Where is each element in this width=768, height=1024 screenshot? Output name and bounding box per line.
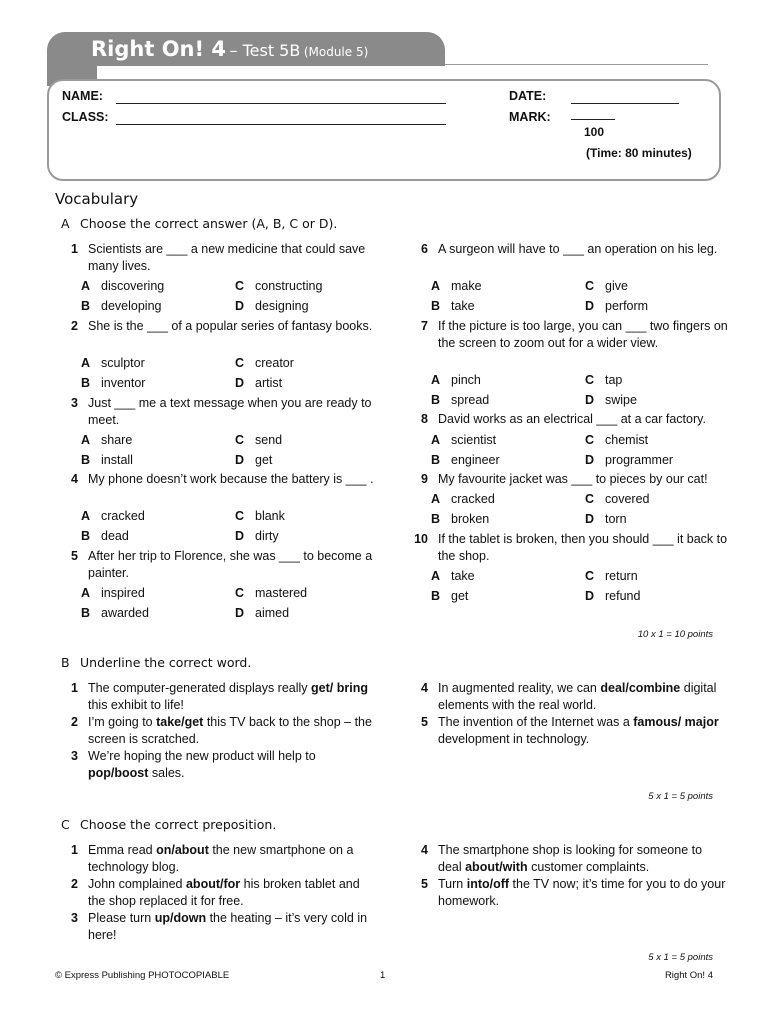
question-text-after: sales. bbox=[148, 766, 185, 780]
question-text bbox=[88, 910, 378, 944]
option-text: mastered bbox=[255, 586, 308, 600]
question-a-7 bbox=[412, 318, 732, 352]
answer-choices[interactable]: get/ bring bbox=[311, 681, 368, 695]
option-letter: A bbox=[431, 433, 441, 447]
question-text bbox=[88, 748, 378, 782]
question-number: 10 bbox=[414, 532, 428, 546]
option-text: make bbox=[451, 279, 482, 293]
section-b-instruction bbox=[61, 655, 251, 670]
question-number: 2 bbox=[71, 877, 78, 891]
footer-book-title: Right On! 4 bbox=[664, 970, 713, 981]
option-text: aimed bbox=[255, 606, 290, 620]
question-text bbox=[438, 714, 728, 748]
time-limit: (Time: 80 minutes) bbox=[586, 146, 692, 160]
option-letter: A bbox=[81, 433, 91, 447]
option-letter: D bbox=[235, 376, 245, 390]
section-c-points: 5 x 1 = 5 points bbox=[648, 952, 713, 963]
option-d[interactable] bbox=[235, 452, 272, 469]
answer-choices[interactable]: pop/boost bbox=[88, 766, 149, 780]
option-letter: D bbox=[235, 529, 245, 543]
option-b[interactable] bbox=[81, 298, 161, 315]
question-text: David works as an electrical ___ at a car factory. bbox=[438, 412, 706, 426]
option-d[interactable] bbox=[235, 298, 309, 315]
option-text: cracked bbox=[101, 509, 145, 523]
option-a[interactable] bbox=[81, 508, 145, 525]
option-b[interactable] bbox=[81, 605, 149, 622]
question-text-after: the heating – it’s very cold in here! bbox=[88, 911, 368, 942]
question-text-before: Emma read bbox=[88, 843, 157, 857]
option-letter: C bbox=[585, 433, 595, 447]
question-text-before: The computer-generated displays really bbox=[88, 681, 312, 695]
option-letter: B bbox=[431, 393, 441, 407]
question-b-1 bbox=[62, 680, 382, 714]
option-letter: A bbox=[431, 492, 441, 506]
option-text: refund bbox=[605, 589, 641, 603]
option-text: artist bbox=[255, 376, 283, 390]
mark-field[interactable] bbox=[571, 119, 615, 120]
option-a[interactable] bbox=[81, 585, 145, 602]
option-letter: A bbox=[431, 279, 441, 293]
question-a-4 bbox=[62, 471, 382, 505]
option-b[interactable] bbox=[81, 375, 145, 392]
question-text-after: this TV back to the shop – the screen is scratched. bbox=[88, 715, 372, 746]
question-text-before: Please turn bbox=[88, 911, 155, 925]
question-number: 3 bbox=[71, 911, 78, 925]
option-text: awarded bbox=[101, 606, 149, 620]
option-letter: C bbox=[235, 356, 245, 370]
question-c-3 bbox=[62, 910, 382, 944]
option-text: scientist bbox=[451, 433, 497, 447]
question-a-3 bbox=[62, 395, 382, 429]
option-a[interactable] bbox=[81, 355, 145, 372]
option-text: dirty bbox=[255, 529, 279, 543]
section-a-points: 10 x 1 = 10 points bbox=[637, 629, 713, 640]
question-b-2 bbox=[62, 714, 382, 748]
answer-choices[interactable]: on/about bbox=[156, 843, 209, 857]
option-text: get bbox=[255, 453, 273, 467]
option-text: programmer bbox=[605, 453, 674, 467]
footer-copyright: © Express Publishing PHOTOCOPIABLE bbox=[55, 970, 230, 981]
option-letter: B bbox=[431, 299, 441, 313]
option-letter: D bbox=[585, 453, 595, 467]
option-letter: B bbox=[81, 299, 91, 313]
section-b-letter: B bbox=[61, 655, 70, 670]
option-text: torn bbox=[605, 512, 627, 526]
option-text: perform bbox=[605, 299, 649, 313]
name-field[interactable] bbox=[116, 103, 446, 104]
option-letter: C bbox=[585, 279, 595, 293]
question-b-3 bbox=[62, 748, 382, 782]
option-d[interactable] bbox=[235, 605, 289, 622]
section-b-instruction-text: Underline the correct word. bbox=[80, 655, 252, 670]
option-c[interactable] bbox=[585, 372, 622, 389]
question-c-5 bbox=[412, 876, 732, 910]
option-text: inspired bbox=[101, 586, 145, 600]
question-text: Just ___ me a text message when you are ready to meet. bbox=[88, 396, 372, 427]
option-text: covered bbox=[605, 492, 650, 506]
option-letter: D bbox=[235, 453, 245, 467]
question-a-6 bbox=[412, 241, 732, 275]
question-number: 8 bbox=[421, 412, 428, 426]
question-text bbox=[88, 876, 378, 910]
title-rule bbox=[445, 64, 708, 65]
option-a[interactable] bbox=[431, 278, 482, 295]
option-text: dead bbox=[101, 529, 129, 543]
question-c-4 bbox=[412, 842, 732, 876]
question-text-before: John complained bbox=[88, 877, 186, 891]
option-d[interactable] bbox=[235, 375, 282, 392]
question-a-2 bbox=[62, 318, 382, 352]
question-a-5 bbox=[62, 548, 382, 582]
option-text: take bbox=[451, 569, 475, 583]
option-text: creator bbox=[255, 356, 294, 370]
option-text: tap bbox=[605, 373, 623, 387]
option-b[interactable] bbox=[81, 528, 129, 545]
option-letter: D bbox=[235, 606, 245, 620]
option-a[interactable] bbox=[431, 491, 495, 508]
option-letter: A bbox=[81, 356, 91, 370]
option-letter: A bbox=[431, 569, 441, 583]
section-title-vocabulary: Vocabulary bbox=[55, 190, 139, 208]
mark-label: MARK: bbox=[509, 110, 551, 124]
question-text: A surgeon will have to ___ an operation on his leg. bbox=[438, 242, 718, 256]
option-letter: D bbox=[585, 299, 595, 313]
question-number: 2 bbox=[71, 319, 78, 333]
mark-total: 100 bbox=[584, 125, 605, 139]
option-letter: A bbox=[431, 373, 441, 387]
question-a-10 bbox=[412, 531, 732, 565]
option-d[interactable] bbox=[585, 392, 637, 409]
question-c-2 bbox=[62, 876, 382, 910]
option-letter: C bbox=[235, 509, 245, 523]
question-text: She is the ___ of a popular series of fantasy books. bbox=[88, 319, 373, 333]
option-letter: C bbox=[235, 279, 245, 293]
option-letter: A bbox=[81, 279, 91, 293]
option-text: spread bbox=[451, 393, 490, 407]
question-number: 4 bbox=[421, 843, 428, 857]
option-text: get bbox=[451, 589, 469, 603]
test-title: – Test 5B bbox=[229, 41, 301, 60]
option-letter: D bbox=[235, 299, 245, 313]
module-label: (Module 5) bbox=[303, 45, 369, 59]
option-a[interactable] bbox=[431, 568, 475, 585]
option-text: blank bbox=[255, 509, 285, 523]
class-label: CLASS: bbox=[62, 110, 109, 124]
option-text: cracked bbox=[451, 492, 495, 506]
question-number: 4 bbox=[421, 681, 428, 695]
option-text: discovering bbox=[101, 279, 165, 293]
option-letter: D bbox=[585, 393, 595, 407]
question-number: 1 bbox=[71, 242, 78, 256]
question-text bbox=[88, 714, 378, 748]
option-letter: D bbox=[585, 589, 595, 603]
option-b[interactable] bbox=[431, 588, 468, 605]
question-text bbox=[88, 842, 378, 876]
question-number: 5 bbox=[71, 549, 78, 563]
option-text: give bbox=[605, 279, 628, 293]
question-text bbox=[438, 876, 728, 910]
option-text: developing bbox=[101, 299, 162, 313]
option-text: return bbox=[605, 569, 638, 583]
question-text: After her trip to Florence, she was ___ to become a painter. bbox=[88, 549, 373, 580]
option-c[interactable] bbox=[235, 278, 322, 295]
option-c[interactable] bbox=[235, 432, 282, 449]
option-d[interactable] bbox=[585, 511, 627, 528]
question-number: 3 bbox=[71, 749, 78, 763]
option-b[interactable] bbox=[431, 452, 500, 469]
answer-choices[interactable]: about/with bbox=[465, 860, 528, 874]
question-text: My phone doesn’t work because the battery is ___ . bbox=[88, 472, 374, 486]
question-text: If the tablet is broken, then you should ___ it back to the shop. bbox=[438, 532, 728, 563]
question-b-4 bbox=[412, 680, 732, 714]
question-number: 3 bbox=[71, 396, 78, 410]
section-a-letter: A bbox=[61, 216, 70, 231]
option-text: designing bbox=[255, 299, 309, 313]
question-text-before: Turn bbox=[438, 877, 467, 891]
class-field[interactable] bbox=[116, 124, 446, 125]
question-text bbox=[438, 680, 728, 714]
option-c[interactable] bbox=[235, 508, 285, 525]
answer-choices[interactable]: famous/ major bbox=[633, 715, 719, 729]
section-a-instruction bbox=[61, 216, 337, 231]
option-text: swipe bbox=[605, 393, 637, 407]
option-letter: B bbox=[81, 529, 91, 543]
answer-choices[interactable]: take/get bbox=[156, 715, 204, 729]
option-letter: C bbox=[585, 373, 595, 387]
option-text: pinch bbox=[451, 373, 481, 387]
question-a-1 bbox=[62, 241, 382, 275]
question-text-before: We’re hoping the new product will help to bbox=[88, 749, 316, 763]
option-letter: B bbox=[81, 606, 91, 620]
section-a-instruction-text: Choose the correct answer (A, B, C or D). bbox=[80, 216, 338, 231]
option-text: inventor bbox=[101, 376, 146, 390]
option-text: engineer bbox=[451, 453, 500, 467]
option-a[interactable] bbox=[81, 278, 164, 295]
option-c[interactable] bbox=[585, 432, 648, 449]
question-number: 5 bbox=[421, 715, 428, 729]
option-a[interactable] bbox=[81, 432, 132, 449]
section-c-letter: C bbox=[61, 817, 70, 832]
option-letter: B bbox=[81, 376, 91, 390]
option-letter: B bbox=[431, 589, 441, 603]
option-letter: B bbox=[431, 453, 441, 467]
answer-choices[interactable]: into/off bbox=[466, 877, 510, 891]
section-b-points: 5 x 1 = 5 points bbox=[648, 791, 713, 802]
footer-page-number: 1 bbox=[380, 970, 386, 981]
question-number: 7 bbox=[421, 319, 428, 333]
option-text: take bbox=[451, 299, 475, 313]
section-c-instruction bbox=[61, 817, 276, 832]
question-text-after: digital elements with the real world. bbox=[438, 681, 717, 712]
option-b[interactable] bbox=[431, 298, 475, 315]
option-c[interactable] bbox=[585, 568, 638, 585]
option-text: sculptor bbox=[101, 356, 145, 370]
option-d[interactable] bbox=[235, 528, 279, 545]
option-letter: C bbox=[235, 586, 245, 600]
question-number: 2 bbox=[71, 715, 78, 729]
date-label: DATE: bbox=[509, 89, 547, 103]
option-letter: C bbox=[585, 569, 595, 583]
question-text-after: this exhibit to life! bbox=[88, 698, 184, 712]
option-text: constructing bbox=[255, 279, 323, 293]
option-d[interactable] bbox=[585, 588, 640, 605]
option-letter: C bbox=[235, 433, 245, 447]
question-text: My favourite jacket was ___ to pieces by our cat! bbox=[438, 472, 708, 486]
option-a[interactable] bbox=[431, 432, 496, 449]
question-text-before: The invention of the Internet was a bbox=[438, 715, 634, 729]
question-number: 4 bbox=[71, 472, 78, 486]
option-b[interactable] bbox=[431, 511, 489, 528]
option-letter: D bbox=[585, 512, 595, 526]
option-c[interactable] bbox=[235, 585, 307, 602]
question-text: If the picture is too large, you can ___ two fingers on the screen to zoom out for a wider view. bbox=[438, 319, 728, 350]
option-letter: B bbox=[431, 512, 441, 526]
question-text-after: customer complaints. bbox=[527, 860, 650, 874]
question-text-before: In augmented reality, we can bbox=[438, 681, 601, 695]
option-d[interactable] bbox=[585, 298, 648, 315]
option-text: share bbox=[101, 433, 133, 447]
question-text: Scientists are ___ a new medicine that could save many lives. bbox=[88, 242, 366, 273]
option-letter: C bbox=[585, 492, 595, 506]
question-b-5 bbox=[412, 714, 732, 748]
section-c-instruction-text: Choose the correct preposition. bbox=[80, 817, 277, 832]
question-number: 9 bbox=[421, 472, 428, 486]
option-c[interactable] bbox=[585, 491, 649, 508]
question-number: 1 bbox=[71, 843, 78, 857]
book-title: Right On! 4 bbox=[91, 37, 227, 61]
question-number: 1 bbox=[71, 681, 78, 695]
option-text: chemist bbox=[605, 433, 649, 447]
question-c-1 bbox=[62, 842, 382, 876]
title-tab bbox=[47, 32, 445, 66]
question-text-after: his broken tablet and the shop replaced it for free. bbox=[88, 877, 360, 908]
option-letter: A bbox=[81, 586, 91, 600]
answer-choices[interactable]: up/down bbox=[154, 911, 207, 925]
option-text: install bbox=[101, 453, 133, 467]
date-field[interactable] bbox=[571, 103, 679, 104]
question-number: 5 bbox=[421, 877, 428, 891]
name-label: NAME: bbox=[62, 89, 103, 103]
question-text bbox=[88, 680, 378, 714]
option-c[interactable] bbox=[585, 278, 628, 295]
option-d[interactable] bbox=[585, 452, 673, 469]
question-text-after: the TV now; it’s time for you to do your homework. bbox=[438, 877, 726, 908]
option-b[interactable] bbox=[431, 392, 489, 409]
option-a[interactable] bbox=[431, 372, 481, 389]
question-text-after: development in technology. bbox=[438, 732, 590, 746]
question-text-before: I’m going to bbox=[88, 715, 157, 729]
student-info-box bbox=[47, 79, 721, 181]
option-letter: B bbox=[81, 453, 91, 467]
answer-choices[interactable]: deal/combine bbox=[600, 681, 681, 695]
option-letter: A bbox=[81, 509, 91, 523]
question-text-after: the new smartphone on a technology blog. bbox=[88, 843, 354, 874]
question-text-before: The smartphone shop is looking for someone to deal bbox=[438, 843, 703, 874]
answer-choices[interactable]: about/for bbox=[185, 877, 241, 891]
option-b[interactable] bbox=[81, 452, 133, 469]
option-text: send bbox=[255, 433, 283, 447]
question-text bbox=[438, 842, 728, 876]
option-c[interactable] bbox=[235, 355, 294, 372]
question-number: 6 bbox=[421, 242, 428, 256]
option-text: broken bbox=[451, 512, 490, 526]
